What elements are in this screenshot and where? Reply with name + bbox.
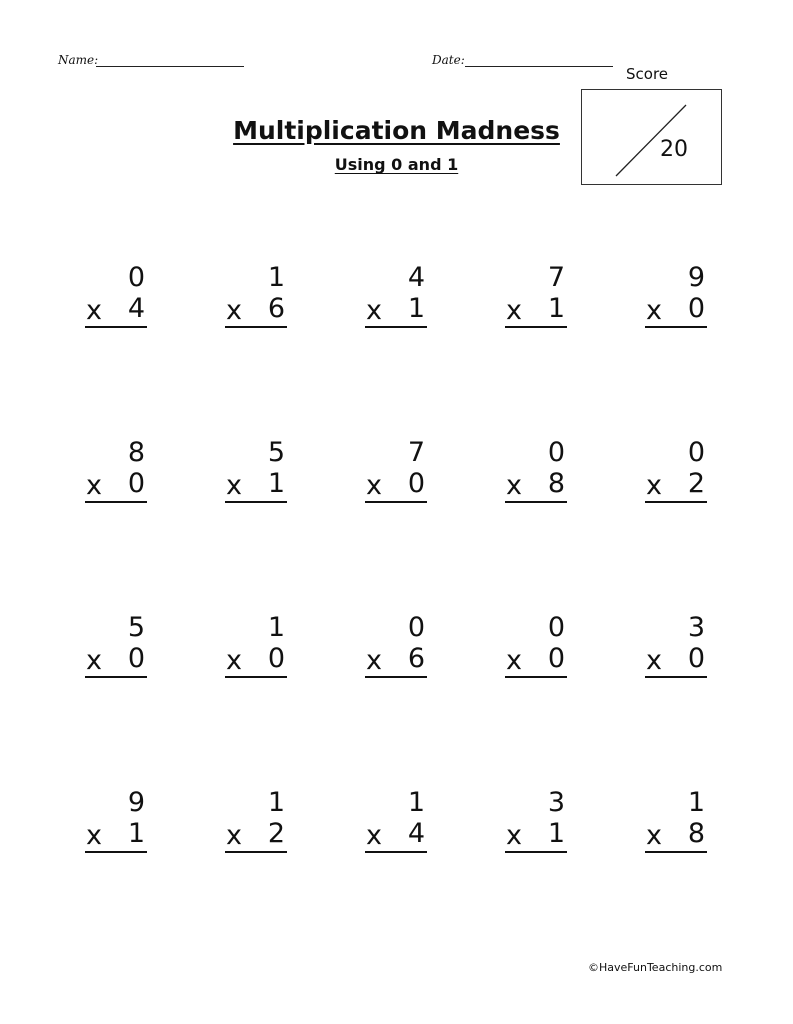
multiplier: 1 — [547, 293, 565, 324]
multiplicand: 5 — [267, 437, 285, 468]
multiplicand: 1 — [267, 262, 285, 293]
multiplicand: 0 — [547, 437, 565, 468]
times-sign: x — [646, 645, 662, 676]
worksheet-subtitle — [0, 155, 793, 174]
multiplication-problem — [505, 788, 567, 868]
multiplication-problem — [505, 613, 567, 693]
times-sign: x — [366, 470, 382, 501]
multiplier-row — [505, 819, 567, 853]
problem-grid — [85, 263, 715, 963]
multiplier: 1 — [547, 818, 565, 849]
multiplier: 1 — [267, 468, 285, 499]
multiplier: 2 — [687, 468, 705, 499]
multiplicand: 7 — [547, 262, 565, 293]
worksheet-title-text: Multiplication Madness — [233, 116, 560, 145]
multiplier-row — [505, 469, 567, 503]
times-sign: x — [506, 470, 522, 501]
multiplier-row — [645, 294, 707, 328]
name-label: Name: — [58, 53, 99, 67]
multiplier-row — [365, 819, 427, 853]
multiplier: 8 — [687, 818, 705, 849]
multiplicand: 9 — [687, 262, 705, 293]
multiplicand: 0 — [547, 612, 565, 643]
multiplier-row — [505, 644, 567, 678]
times-sign: x — [646, 295, 662, 326]
multiplier-row — [85, 294, 147, 328]
multiplication-problem — [645, 788, 707, 868]
date-field[interactable] — [465, 66, 613, 67]
multiplicand: 1 — [267, 787, 285, 818]
multiplication-problem — [505, 438, 567, 518]
multiplier: 6 — [267, 293, 285, 324]
times-sign: x — [86, 295, 102, 326]
multiplier-row — [645, 469, 707, 503]
copyright-footer: ©HaveFunTeaching.com — [588, 961, 723, 974]
times-sign: x — [506, 295, 522, 326]
multiplication-problem — [225, 613, 287, 693]
multiplication-problem — [85, 788, 147, 868]
multiplier: 6 — [407, 643, 425, 674]
score-total: 20 — [660, 137, 688, 162]
multiplier: 4 — [127, 293, 145, 324]
times-sign: x — [226, 645, 242, 676]
multiplication-problem — [645, 263, 707, 343]
multiplier: 0 — [547, 643, 565, 674]
times-sign: x — [226, 820, 242, 851]
worksheet-subtitle-text: Using 0 and 1 — [334, 155, 459, 174]
times-sign: x — [366, 820, 382, 851]
worksheet-title — [0, 116, 793, 145]
multiplication-problem — [85, 438, 147, 518]
multiplicand: 4 — [407, 262, 425, 293]
times-sign: x — [506, 645, 522, 676]
multiplier-row — [225, 819, 287, 853]
multiplier: 0 — [127, 643, 145, 674]
multiplier-row — [85, 469, 147, 503]
multiplicand: 7 — [407, 437, 425, 468]
multiplication-problem — [225, 438, 287, 518]
times-sign: x — [86, 470, 102, 501]
multiplier-row — [645, 644, 707, 678]
multiplier: 0 — [687, 293, 705, 324]
multiplicand: 0 — [687, 437, 705, 468]
times-sign: x — [366, 295, 382, 326]
multiplier: 2 — [267, 818, 285, 849]
multiplier-row — [225, 469, 287, 503]
multiplier: 8 — [547, 468, 565, 499]
multiplication-problem — [645, 613, 707, 693]
times-sign: x — [506, 820, 522, 851]
multiplicand: 8 — [127, 437, 145, 468]
multiplicand: 5 — [127, 612, 145, 643]
multiplicand: 1 — [687, 787, 705, 818]
multiplicand: 3 — [687, 612, 705, 643]
multiplier-row — [365, 469, 427, 503]
times-sign: x — [226, 470, 242, 501]
multiplication-problem — [505, 263, 567, 343]
times-sign: x — [86, 645, 102, 676]
multiplier: 4 — [407, 818, 425, 849]
multiplier-row — [365, 644, 427, 678]
multiplier: 0 — [687, 643, 705, 674]
multiplier: 1 — [127, 818, 145, 849]
multiplier-row — [225, 644, 287, 678]
multiplication-problem — [225, 788, 287, 868]
multiplier-row — [85, 819, 147, 853]
multiplier: 0 — [407, 468, 425, 499]
times-sign: x — [646, 470, 662, 501]
times-sign: x — [646, 820, 662, 851]
multiplicand: 0 — [407, 612, 425, 643]
multiplier-row — [645, 819, 707, 853]
multiplication-problem — [365, 438, 427, 518]
multiplicand: 3 — [547, 787, 565, 818]
times-sign: x — [86, 820, 102, 851]
times-sign: x — [366, 645, 382, 676]
multiplication-problem — [365, 613, 427, 693]
times-sign: x — [226, 295, 242, 326]
multiplication-problem — [85, 263, 147, 343]
multiplicand: 9 — [127, 787, 145, 818]
multiplication-problem — [85, 613, 147, 693]
multiplier-row — [225, 294, 287, 328]
multiplier: 1 — [407, 293, 425, 324]
multiplier-row — [505, 294, 567, 328]
score-label: Score — [626, 65, 669, 83]
multiplier: 0 — [127, 468, 145, 499]
multiplicand: 1 — [407, 787, 425, 818]
multiplicand: 1 — [267, 612, 285, 643]
name-field[interactable] — [96, 66, 244, 67]
multiplication-problem — [365, 263, 427, 343]
multiplication-problem — [645, 438, 707, 518]
multiplier-row — [365, 294, 427, 328]
date-label: Date: — [432, 53, 465, 67]
multiplication-problem — [365, 788, 427, 868]
multiplicand: 0 — [127, 262, 145, 293]
multiplier: 0 — [267, 643, 285, 674]
multiplication-problem — [225, 263, 287, 343]
multiplier-row — [85, 644, 147, 678]
